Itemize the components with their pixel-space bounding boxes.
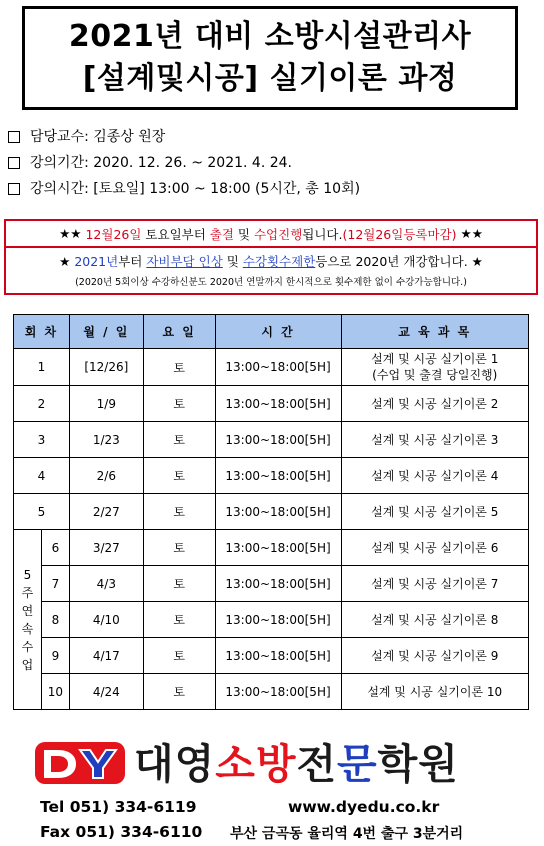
course-info [4,124,360,202]
page-title-line2: [설계및시공] 실기이론 과정 [82,61,458,96]
table-row [14,566,529,602]
table-row [14,386,529,422]
header-no: 회 차 [14,315,70,349]
cell-no: 9 [41,638,69,674]
table-row [14,422,529,458]
cell-day: 토 [143,638,215,674]
footer-fax: Fax 051) 334-6110 [40,823,203,841]
cell-day: 토 [143,494,215,530]
star-icon: ★★ [59,226,82,241]
cell-subject-line1: 설계 및 시공 실기이론 1 [371,352,499,366]
info-time [4,176,360,202]
schedule-table [13,314,529,710]
header-time: 시 간 [215,315,341,349]
page-title-line1: 2021년 대비 소방시설관리사 [68,19,472,54]
cell-subject: 설계 및 시공 실기이론 6 [341,530,529,566]
cell-date: 4/24 [69,674,143,710]
cell-date: 1/9 [69,386,143,422]
cell-time: 13:00~18:00[5H] [215,566,341,602]
notice-text: 됩니다. [302,226,343,242]
group-char: 업 [21,657,34,672]
notice-line2 [6,248,536,272]
info-period [4,150,360,176]
cell-subject: 설계 및 시공 실기이론 9 [341,638,529,674]
checkbox-bullet-icon [8,157,20,169]
notice-text: 및 [233,226,254,242]
cell-time: 13:00~18:00[5H] [215,494,341,530]
notice-deadline: (12월26일등록마감) [342,226,457,242]
notice-year: 2021년 [74,254,119,269]
cell-time: 13:00~18:00[5H] [215,386,341,422]
table-row [14,494,529,530]
header-subject: 교 육 과 목 [341,315,529,349]
cell-day: 토 [143,674,215,710]
brand-name [134,731,459,790]
cell-no: 8 [41,602,69,638]
cell-subject: 설계 및 시공 실기이론 4 [341,458,529,494]
notice-text: 및 [222,254,243,269]
cell-day: 토 [143,458,215,494]
cell-date: 4/3 [69,566,143,602]
info-professor [4,124,360,150]
checkbox-bullet-icon [8,183,20,195]
info-professor-text: 담당교수: 김종상 원장 [30,129,166,145]
cell-day: 토 [143,530,215,566]
cell-no: 10 [41,674,69,710]
cell-date: 3/27 [69,530,143,566]
cell-time: 13:00~18:00[5H] [215,674,341,710]
cell-day: 토 [143,602,215,638]
cell-subject: 설계 및 시공 실기이론 7 [341,566,529,602]
cell-time: 13:00~18:00[5H] [215,422,341,458]
header-date: 월 / 일 [69,315,143,349]
cell-date: 2/27 [69,494,143,530]
notice-text: 부터 [118,254,147,269]
star-icon: ★ [59,253,71,269]
table-row [14,458,529,494]
info-time-text: 강의시간: [토요일] 13:00 ~ 18:00 (5시간, 총 10회) [30,181,361,197]
table-row [14,674,529,710]
cell-day: 토 [143,422,215,458]
table-row [14,638,529,674]
cell-time: 13:00~18:00[5H] [215,530,341,566]
cell-subject-line2: (수업 및 출결 당일진행) [372,368,498,382]
notice-line1 [6,221,536,248]
notice-progress: 수업진행 [253,226,303,242]
cell-subject: 설계 및 시공 실기이론 8 [341,602,529,638]
cell-time: 13:00~18:00[5H] [215,458,341,494]
footer-address: 부산 금곡동 율리역 4번 출구 3분거리 [230,826,464,842]
notice-date: 12월26일 [85,226,142,242]
group-char: 수 [21,639,34,654]
brand-part: 학원 [377,740,459,788]
notice-cost: 자비부담 인상 [146,254,223,269]
cell-no: 1 [14,349,70,386]
group-char: 5 [23,567,32,582]
cell-no: 3 [14,422,70,458]
brand-part: 대영 [134,740,216,788]
cell-subject: 설계 및 시공 실기이론 10 [341,674,529,710]
cell-subject: 설계 및 시공 실기이론 5 [341,494,529,530]
cell-time: 13:00~18:00[5H] [215,349,341,386]
cell-date: 2/6 [69,458,143,494]
notice-text: 토요일부터 [141,226,210,242]
cell-no: 5 [14,494,70,530]
cell-no: 2 [14,386,70,422]
info-period-text: 강의기간: 2020. 12. 26. ~ 2021. 4. 24. [30,155,293,171]
group-label [14,530,42,710]
cell-date: 4/10 [69,602,143,638]
group-char: 속 [21,621,34,636]
cell-date: 1/23 [69,422,143,458]
notice-line3: (2020년 5회이상 수강하신분도 2020년 연말까지 한시적으로 횟수제한 없이 수강가능합니다.) [75,277,467,288]
brand-part: 전 [296,740,338,788]
cell-no: 7 [41,566,69,602]
cell-subject: 설계 및 시공 실기이론 3 [341,422,529,458]
checkbox-bullet-icon [8,131,20,143]
notice-box [4,219,538,295]
notice-text: 등으로 2020년 개강합니다. ★ [315,254,483,269]
table-row [14,349,529,386]
cell-no: 6 [41,530,69,566]
table-row [14,602,529,638]
dy-logo-icon [34,738,126,788]
cell-no: 4 [14,458,70,494]
table-row [14,530,529,566]
footer-tel: Tel 051) 334-6119 [40,798,197,816]
table-header-row [14,315,529,349]
cell-subject [341,349,529,386]
brand-part: 소방 [215,740,297,788]
cell-date: 4/17 [69,638,143,674]
footer-web[interactable]: www.dyedu.co.kr [288,798,440,816]
group-char: 연 [21,603,34,618]
cell-day: 토 [143,349,215,386]
cell-day: 토 [143,566,215,602]
cell-subject: 설계 및 시공 실기이론 2 [341,386,529,422]
cell-day: 토 [143,386,215,422]
notice-limit: 수강횟수제한 [242,254,316,269]
header-day: 요 일 [143,315,215,349]
notice-attend: 출결 [209,226,234,242]
star-icon: ★★ [460,226,483,241]
cell-time: 13:00~18:00[5H] [215,602,341,638]
title-box [22,6,518,110]
group-char: 주 [21,585,34,600]
brand-part: 문 [337,740,378,788]
cell-time: 13:00~18:00[5H] [215,638,341,674]
cell-date: [12/26] [69,349,143,386]
